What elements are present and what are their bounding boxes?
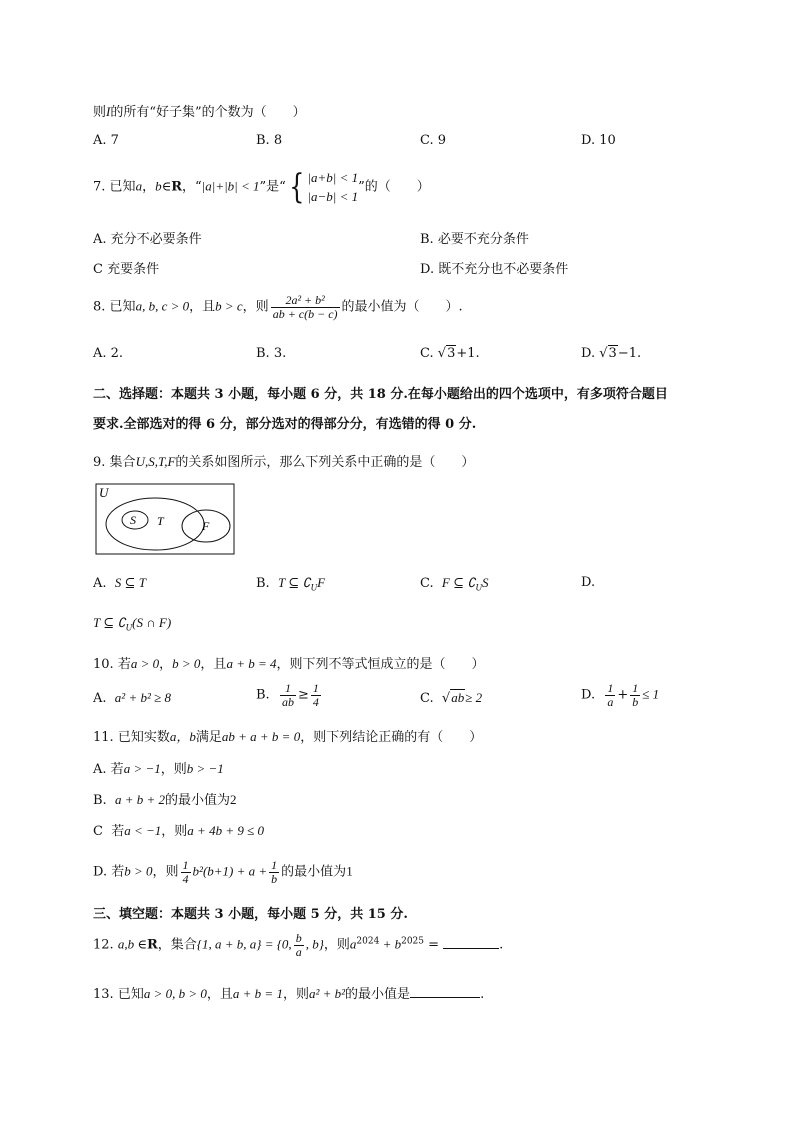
venn-set-t <box>106 498 204 550</box>
q12-stem: 12. a,b ∈R，集合{1, a + b, a} = {0, $\frac{b}{a}$ , b}，则$a^{2024} + b^{2025}$ = . <box>93 931 504 959</box>
q6-option-d[interactable]: D. 10 <box>581 133 616 148</box>
q7-option-b[interactable]: B. 必要不充分条件 <box>420 232 529 247</box>
venn-label-t: T <box>157 514 164 528</box>
venn-label-u: U <box>99 485 109 500</box>
q11-option-c[interactable]: C 若a < −1，则a + 4b + 9 ≤ 0 <box>93 823 264 839</box>
q6-stem: 则I的所有“好子集”的个数为（ ） <box>93 104 306 120</box>
q8-option-c[interactable]: C. √3+1. <box>420 346 480 361</box>
q9-option-a[interactable]: A. S ⊆ T <box>93 575 146 591</box>
q6-option-a[interactable]: A. 7 <box>93 133 119 148</box>
q10-option-c[interactable]: C. √ab≥ 2 <box>420 690 483 706</box>
q10-option-b[interactable]: B. $\frac{1}{ab}$ ≥ $\frac{1}{4}$ <box>256 681 319 709</box>
q7-option-a[interactable]: A. 充分不必要条件 <box>93 232 202 247</box>
section3-heading: 三、填空题：本题共 3 小题，每小题 5 分，共 15 分. <box>93 907 408 922</box>
q6-option-c[interactable]: C. 9 <box>420 133 447 148</box>
q8-option-d[interactable]: D. √3−1. <box>581 346 642 361</box>
q8-fraction: $\frac{\text{2a² + b²}}{ab + c(b - c)}$ <box>272 293 338 321</box>
q9-option-d-content[interactable]: T ⊆ $∁_U(S$ ∩ F) <box>93 615 172 633</box>
q11-stem: 11. 已知实数a，b满足ab + a + b = 0，则下列结论正确的有（ ） <box>93 729 483 745</box>
q10-option-d[interactable]: D. $\frac{1}{a}$ + $\frac{1}{b}$ ≤ 1 <box>581 681 660 709</box>
q7-option-d[interactable]: D. 既不充分也不必要条件 <box>420 262 569 277</box>
q13-answer-blank[interactable] <box>410 997 480 998</box>
q8-option-a[interactable]: A. 2. <box>93 346 124 361</box>
q11-option-d[interactable]: D. 若b > 0，则 $\frac{1}{4}$ b²(b+1) + a + $\frac{1}{b}$ 的最小值为1 <box>93 858 353 886</box>
q10-stem: 10. 若a > 0，b > 0，且a + b = 4，则下列不等式恒成立的是（ ） <box>93 656 485 672</box>
q10-option-a[interactable]: A. a² + b² ≥ 8 <box>93 690 171 706</box>
q7-brace-system: { |a+b| < 1 |a−b| < 1 <box>289 167 359 207</box>
section2-line2: 要求.全部选对的得 6 分，部分选对的得部分分，有选错的得 0 分. <box>93 417 477 432</box>
venn-diagram <box>95 483 237 557</box>
q6-option-b[interactable]: B. 8 <box>256 133 283 148</box>
section2-line1: 二、选择题：本题共 3 小题，每小题 6 分，共 18 分.在每小题给出的四个选项中，有多项符合题目 <box>93 387 668 402</box>
q8-sqrt-c: √3 <box>437 346 456 361</box>
q9-option-b[interactable]: B. T ⊆ $∁_UF$ <box>256 575 326 593</box>
q12-answer-blank[interactable] <box>443 948 499 949</box>
q9-stem: 9. 集合U,S,T,F的关系如图所示，那么下列关系中正确的是（ ） <box>93 454 475 470</box>
venn-label-s: S <box>130 513 136 527</box>
q8-stem: 8. 已知a, b, c > 0，且b > c，则 $\frac{\text{2a² + b²}}{ab + c(b - c)}$ 的最小值为（ ）. <box>93 293 463 321</box>
q8-option-b[interactable]: B. 3. <box>256 346 287 361</box>
q6-var: I <box>106 104 111 119</box>
q7-stem: 7. 已知a，b∈R，“|a|+|b| < 1”是“{ |a+b| < 1 |a−b| < 1 ”的（ ） <box>93 167 430 207</box>
q9-option-d[interactable]: D. <box>581 575 596 590</box>
q11-option-a[interactable]: A. 若a > −1，则b > −1 <box>93 761 224 777</box>
q7-option-c[interactable]: C 充要条件 <box>93 262 160 277</box>
q8-sqrt-d: √3 <box>599 346 617 361</box>
q11-option-b[interactable]: B. a + b + 2的最小值为2 <box>93 792 237 808</box>
venn-universe-box <box>96 484 234 554</box>
q9-option-c[interactable]: C. F ⊆ $∁_US$ <box>420 575 489 593</box>
q13-stem: 13. 已知a > 0, b > 0，且a + b = 1，则a² + b²的最小值是 . <box>93 986 485 1002</box>
venn-label-f: F <box>202 519 210 533</box>
